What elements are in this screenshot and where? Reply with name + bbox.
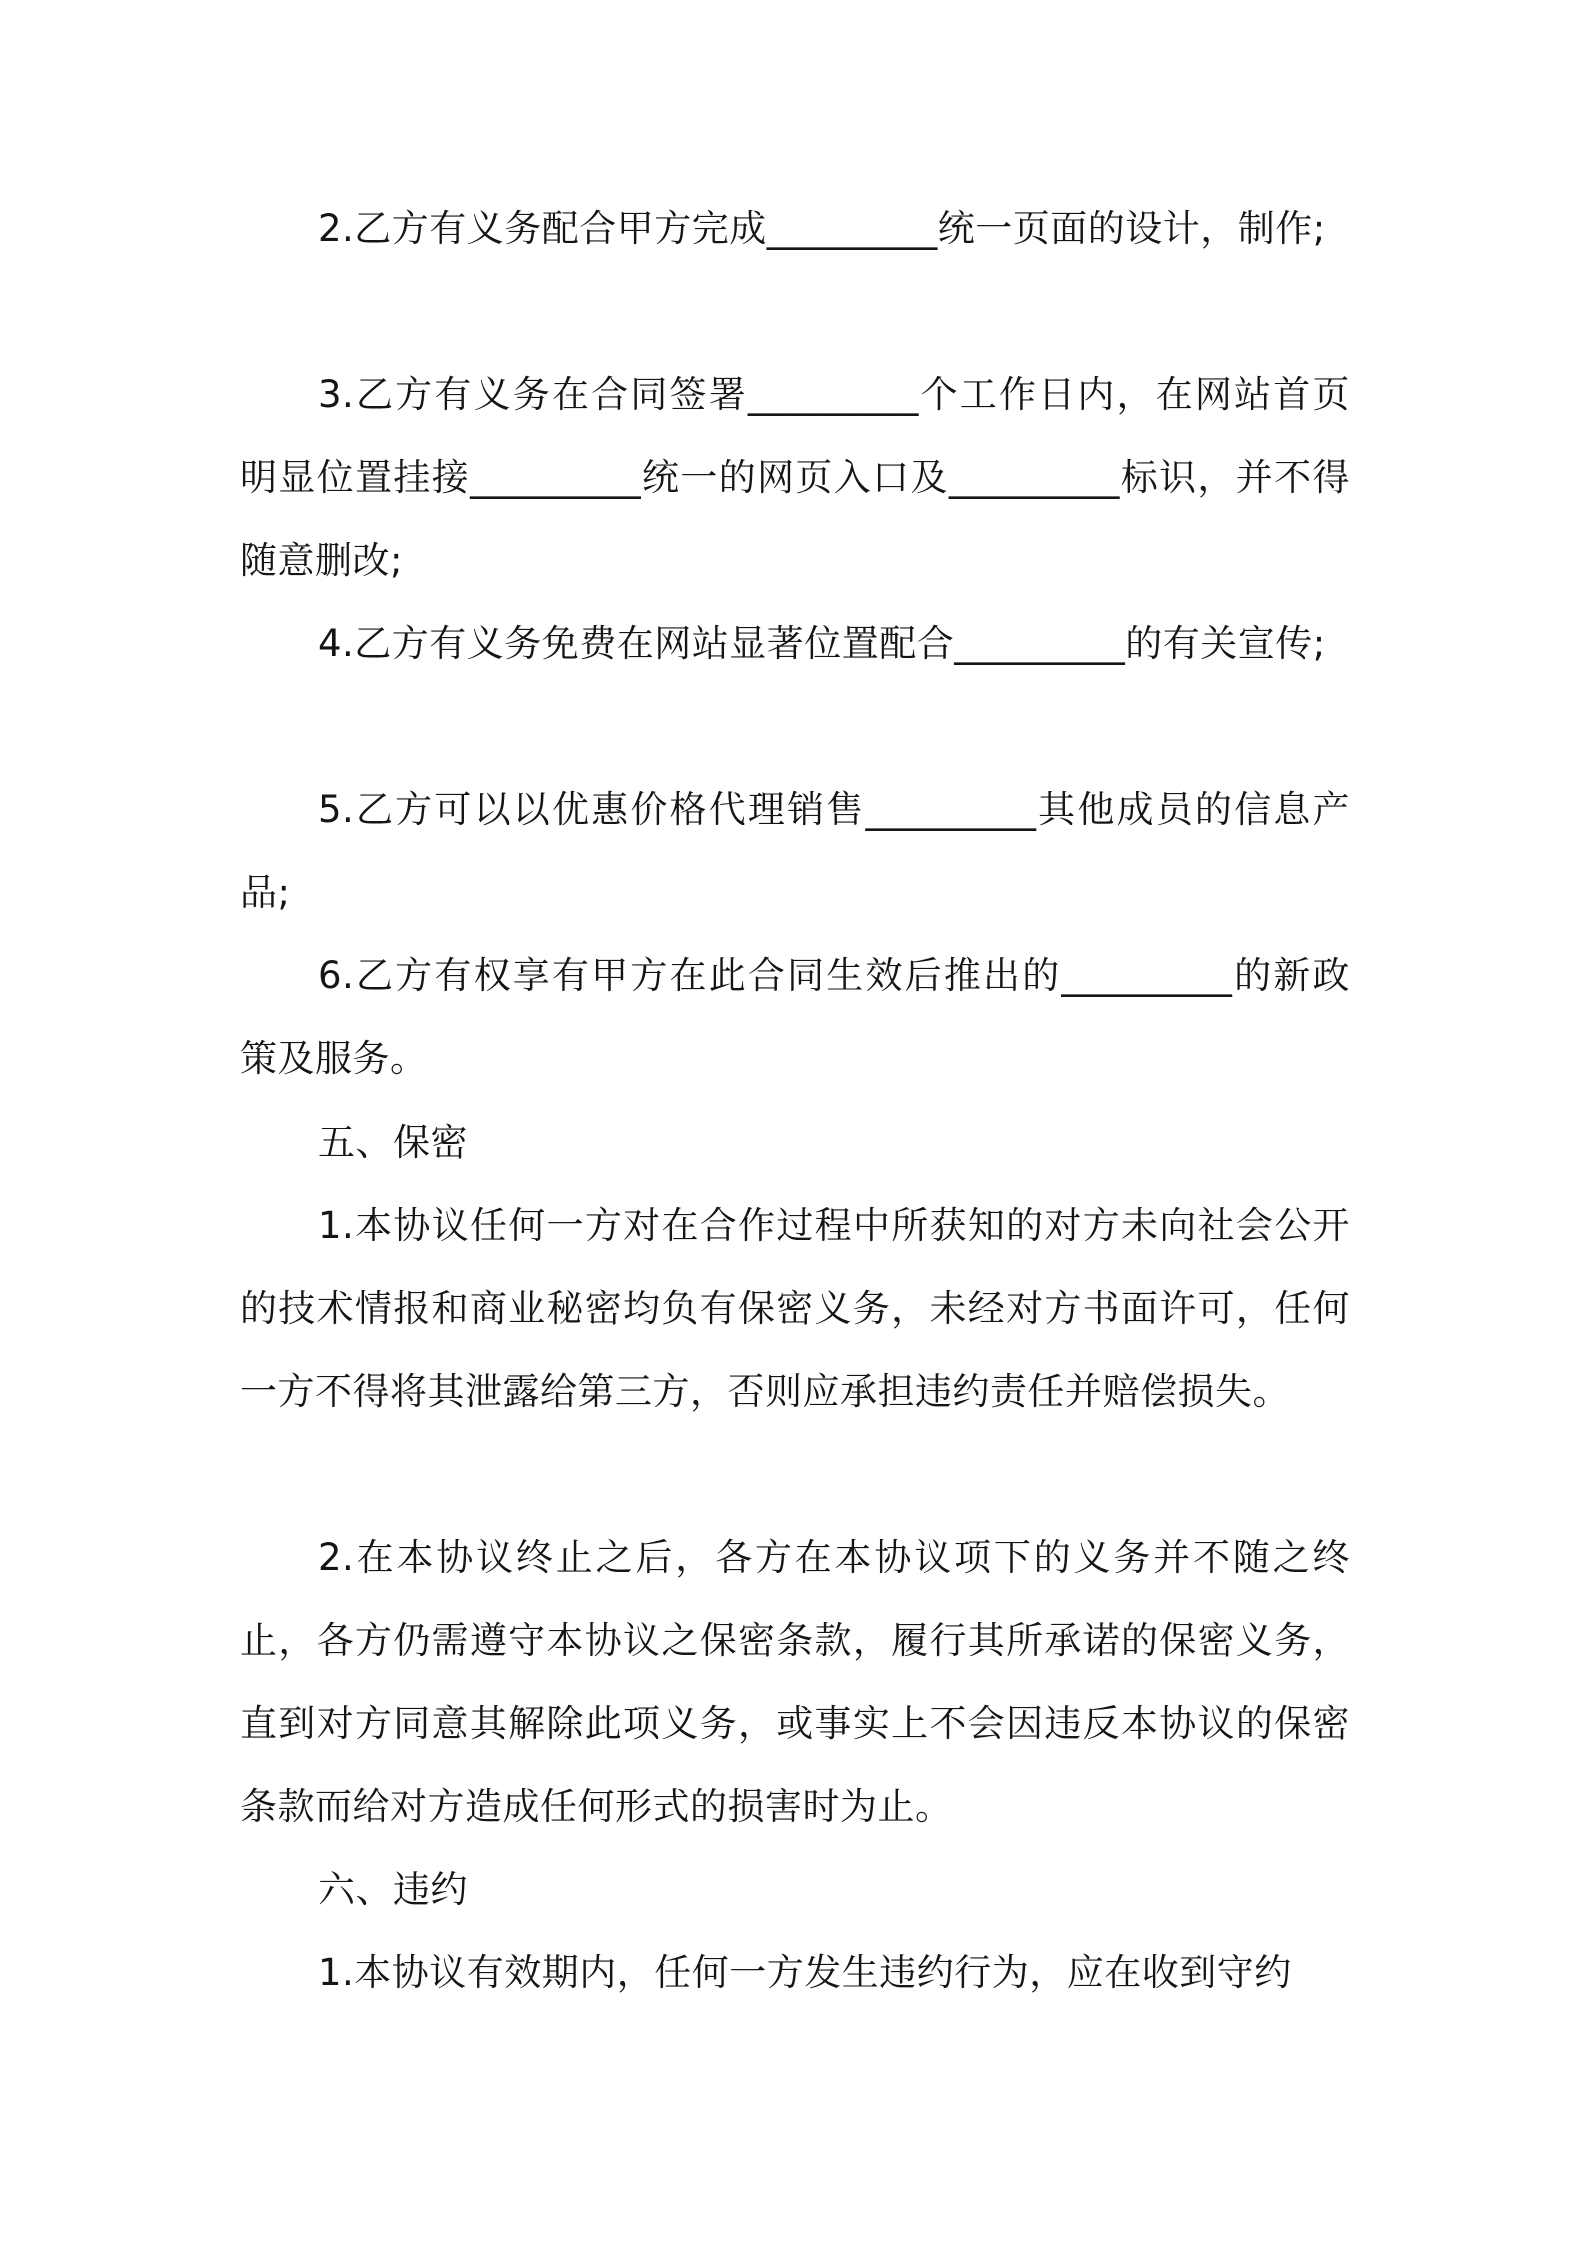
clause-4-4: 4.乙方有义务免费在网站显著位置配合_________的有关宣传; (318, 622, 1326, 665)
clause-5-1: 1.本协议任何一方对在合作过程中所获知的对方未向社会公开的技术情报和商业秘密均负有保密义务，未经对方书面许可，任何一方不得将其泄露给第三方，否则应承担违约责任并赔偿损失。 (240, 1204, 1350, 1413)
section-heading-confidentiality: 五、保密 (318, 1121, 468, 1164)
clause-4-3: 3.乙方有义务在合同签署_________个工作日内，在网站首页明显位置挂接_________统一的网页入口及_________标识，并不得随意删改; (240, 373, 1350, 582)
clause-5-2: 2.在本协议终止之后，各方在本协议项下的义务并不随之终止，各方仍需遵守本协议之保密条款，履行其所承诺的保密义务，直到对方同意其解除此项义务，或事实上不会因违反本协议的保密条款而给对方造成任何形式的损害时为止。 (240, 1536, 1350, 1828)
clause-4-2: 2.乙方有义务配合甲方完成_________统一页面的设计，制作; (318, 207, 1326, 250)
section-heading-breach: 六、违约 (318, 1868, 468, 1911)
clause-4-5: 5.乙方可以以优惠价格代理销售_________其他成员的信息产品; (240, 788, 1350, 914)
clause-6-1: 1.本协议有效期内，任何一方发生违约行为，应在收到守约 (318, 1951, 1292, 1994)
clause-4-6: 6.乙方有权享有甲方在此合同生效后推出的_________的新政策及服务。 (240, 954, 1350, 1080)
